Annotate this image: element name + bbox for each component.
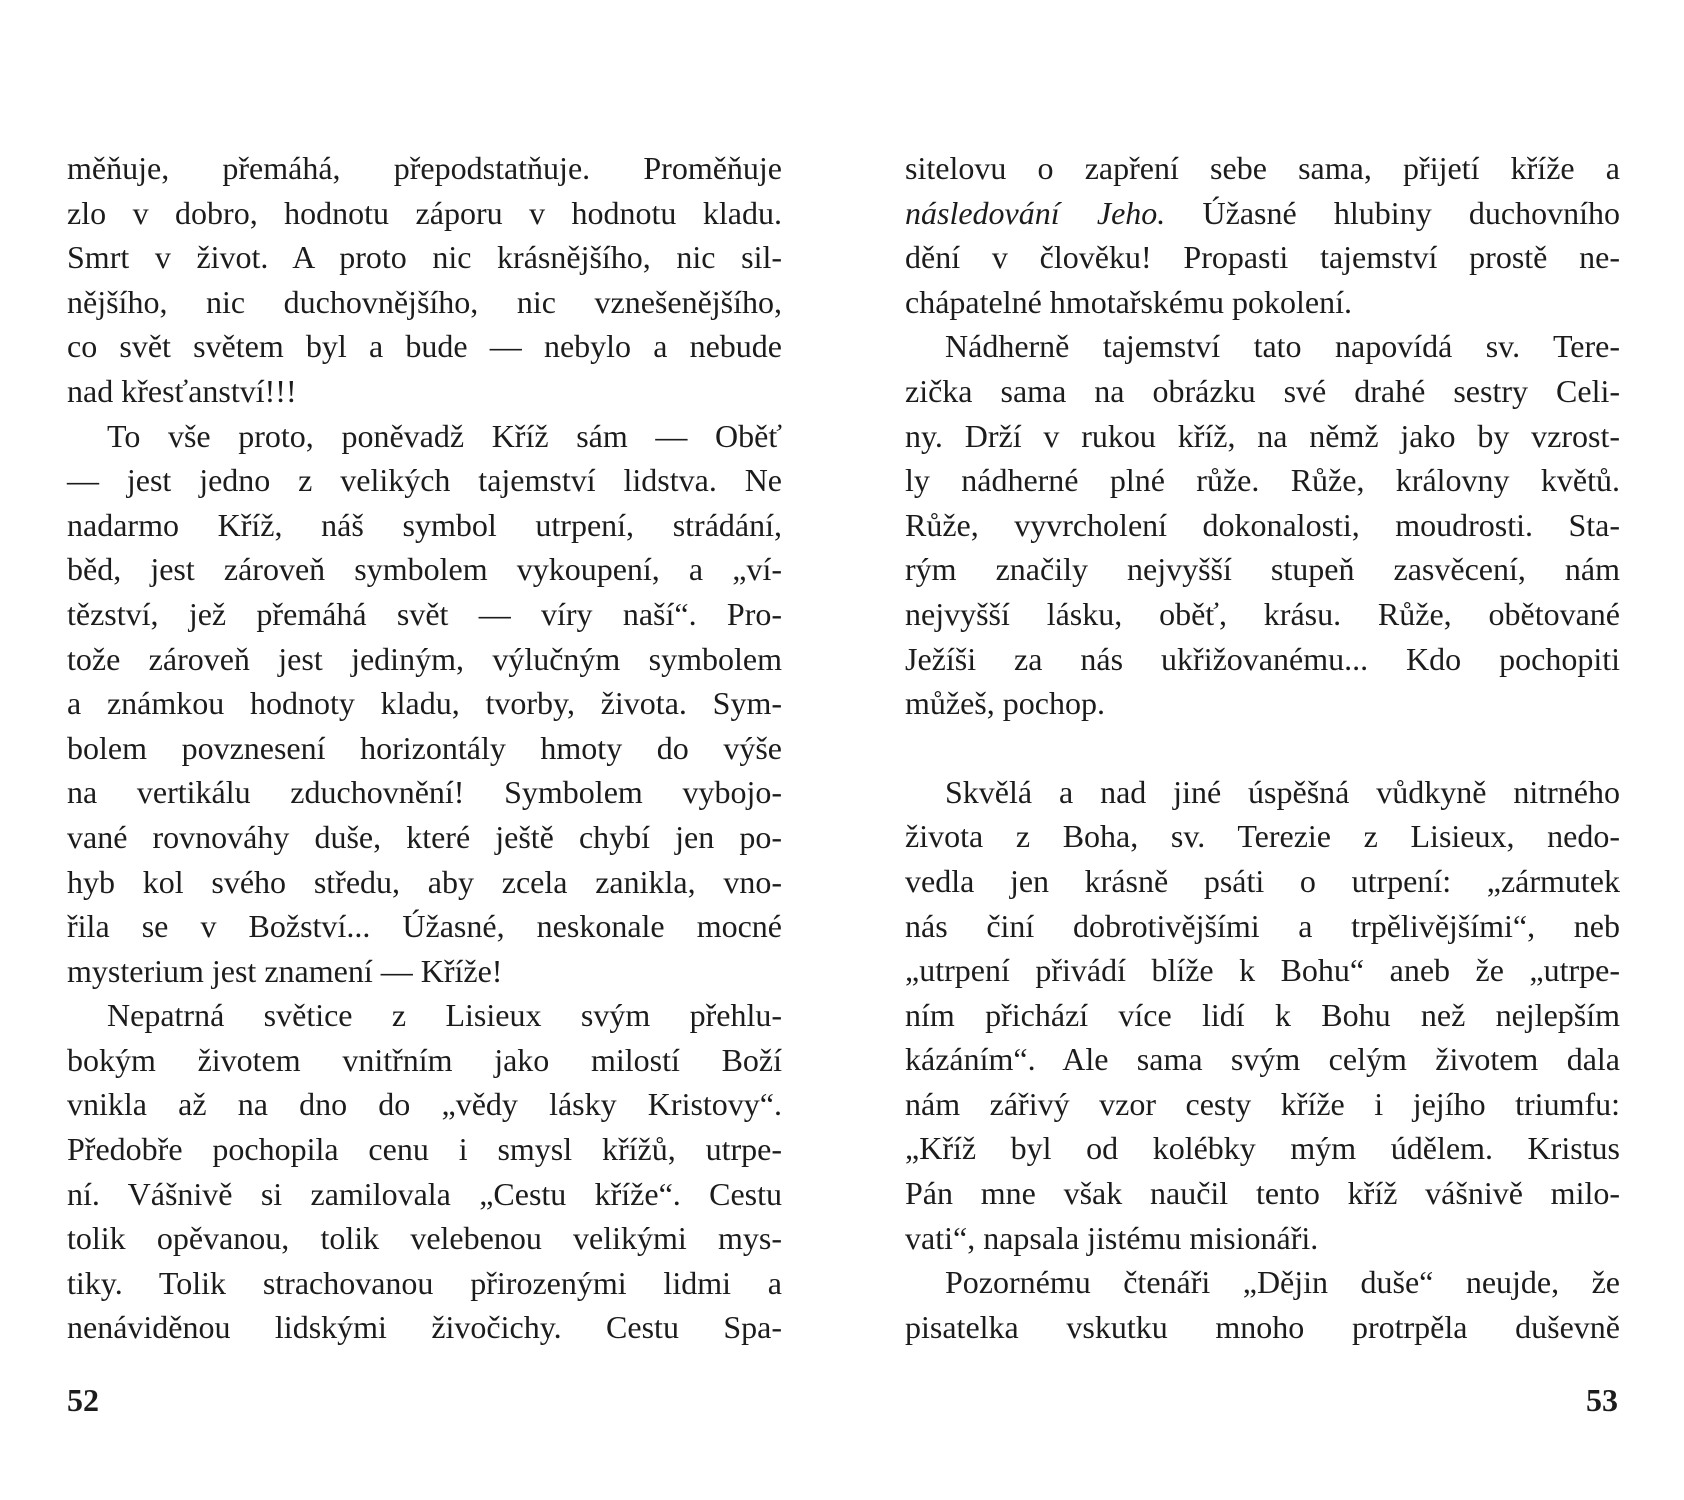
text-line: — jest jedno z velikých tajemství lidstva. Ne xyxy=(67,462,782,499)
text-line: ny. Drží v rukou kříž, na němž jako by vzrost- xyxy=(905,417,1620,454)
text-line: Nepatrná světice z Lisieux svým přehlu- xyxy=(107,997,782,1034)
text-line: pisatelka vskutku mnoho protrpěla duševně xyxy=(905,1308,1620,1345)
text-line: vnikla až na dno do „vědy lásky Kristovy“. xyxy=(67,1086,782,1123)
text-line: bokým životem vnitřním jako milostí Boží xyxy=(67,1041,782,1078)
text-line: kázáním“. Ale sama svým celým životem dala xyxy=(905,1041,1620,1078)
text-line: Pozornému čtenáři „Dějin duše“ neujde, že xyxy=(945,1264,1620,1301)
text-line: vané rovnováhy duše, které ještě chybí jen po- xyxy=(67,818,782,855)
text-line: To vše proto, poněvadž Kříž sám — Oběť xyxy=(107,417,782,454)
text-line: tězství, jež přemáhá svět — víry naší“. Pro- xyxy=(67,595,782,632)
text-line: ly nádherné plné růže. Růže, královny květů. xyxy=(905,462,1620,499)
text-line: nás činí dobrotivějšími a trpělivějšími“, neb xyxy=(905,907,1620,944)
left-page-number: 52 xyxy=(67,1382,99,1418)
text-line: tolik opěvanou, tolik velebenou velikými mys- xyxy=(67,1220,782,1257)
text-line: ní. Vášnivě si zamilovala „Cestu kříže“. Cestu xyxy=(67,1175,782,1212)
text-line: nenáviděnou lidskými živočichy. Cestu Spa- xyxy=(67,1309,782,1346)
text-line: nadarmo Kříž, náš symbol utrpení, strádání, xyxy=(67,506,782,543)
text-line: rým značily nejvyšší stupeň zasvěcení, nám xyxy=(905,551,1620,588)
text-line: Smrt v život. A proto nic krásnějšího, nic sil- xyxy=(67,239,782,276)
text-line: „utrpení přivádí blíže k Bohu“ aneb že „utrpe- xyxy=(905,952,1620,989)
text-line: a známkou hodnoty kladu, tvorby, života. Sym- xyxy=(67,685,782,722)
text-line: mysterium jest znamení — Kříže! xyxy=(67,952,503,989)
text-line: ním přichází více lidí k Bohu než nejlepším xyxy=(905,996,1620,1033)
right-page-number: 53 xyxy=(1586,1382,1618,1418)
text-line: na vertikálu zduchovnění! Symbolem vybojo- xyxy=(67,774,782,811)
text-line-with-italic xyxy=(905,191,1620,236)
text-line: Skvělá a nad jiné úspěšná vůdkyně nitrného xyxy=(945,773,1620,810)
left-page-text xyxy=(67,146,782,1350)
text-line: Ježíši za nás ukřižovanému... Kdo pochopiti xyxy=(905,640,1620,677)
text-line: měňuje, přemáhá, přepodstatňuje. Proměňuje xyxy=(67,150,782,186)
text-line: nejvyšší lásku, oběť, krásu. Růže, obětované xyxy=(905,595,1620,632)
text-line: chápatelné hmotařskému pokolení. xyxy=(905,283,1352,320)
text-line: Pán mne však naučil tento kříž vášnivě milo- xyxy=(905,1175,1620,1212)
italic-phrase: následování Jeho. xyxy=(905,194,1166,231)
text-line: Nádherně tajemství tato napovídá sv. Tere- xyxy=(945,328,1620,365)
text-line: můžeš, pochop. xyxy=(905,685,1105,722)
text-line: nám zářivý vzor cesty kříže i jejího triumfu: xyxy=(905,1085,1620,1122)
text-line: „Kříž byl od kolébky mým údělem. Kristus xyxy=(905,1130,1620,1167)
text-line: nad křesťanství!!! xyxy=(67,372,297,409)
paragraph-gap xyxy=(905,726,1620,770)
text-line: Předobře pochopila cenu i smysl křížů, utrpe- xyxy=(67,1131,782,1168)
text-line: hyb kol svého středu, aby zcela zanikla, vno- xyxy=(67,863,782,900)
text-line: života z Boha, sv. Terezie z Lisieux, nedo- xyxy=(905,818,1620,855)
text-line: vati“, napsala jistému misionáři. xyxy=(905,1219,1319,1256)
right-paragraph-group-1 xyxy=(905,235,1620,726)
text-line: co svět světem byl a bude — nebylo a nebude xyxy=(67,328,782,365)
text-line: běd, jest zároveň symbolem vykoupení, a „ví- xyxy=(67,551,782,588)
text-line: sitelovu o zapření sebe sama, přijetí kříže a xyxy=(905,150,1620,186)
text-line: zička sama na obrázku své drahé sestry Celi- xyxy=(905,372,1620,409)
right-paragraph-group-2 xyxy=(905,770,1620,1350)
right-page-text xyxy=(905,146,1620,1349)
text-line: dění v člověku! Propasti tajemství prostě ne- xyxy=(905,239,1620,276)
text-line: vedla jen krásně psáti o utrpení: „zármutek xyxy=(905,862,1620,899)
text-line: bolem povznesení horizontály hmoty do výše xyxy=(67,729,782,766)
right-page xyxy=(842,0,1684,1500)
text-line: Růže, vyvrcholení dokonalosti, moudrosti. Sta- xyxy=(905,506,1620,543)
text-line: tiky. Tolik strachovanou přirozenými lidmi a xyxy=(67,1264,782,1301)
text-fragment: Úžasné hlubiny duchovního xyxy=(1165,194,1621,231)
text-line: řila se v Božství... Úžasné, neskonale mocné xyxy=(67,908,782,945)
text-line: tože zároveň jest jediným, výlučným symbolem xyxy=(67,640,782,677)
text-line: zlo v dobro, hodnotu záporu v hodnotu kladu. xyxy=(67,194,782,231)
text-line: nějšího, nic duchovnějšího, nic vznešenějšího, xyxy=(67,283,782,320)
